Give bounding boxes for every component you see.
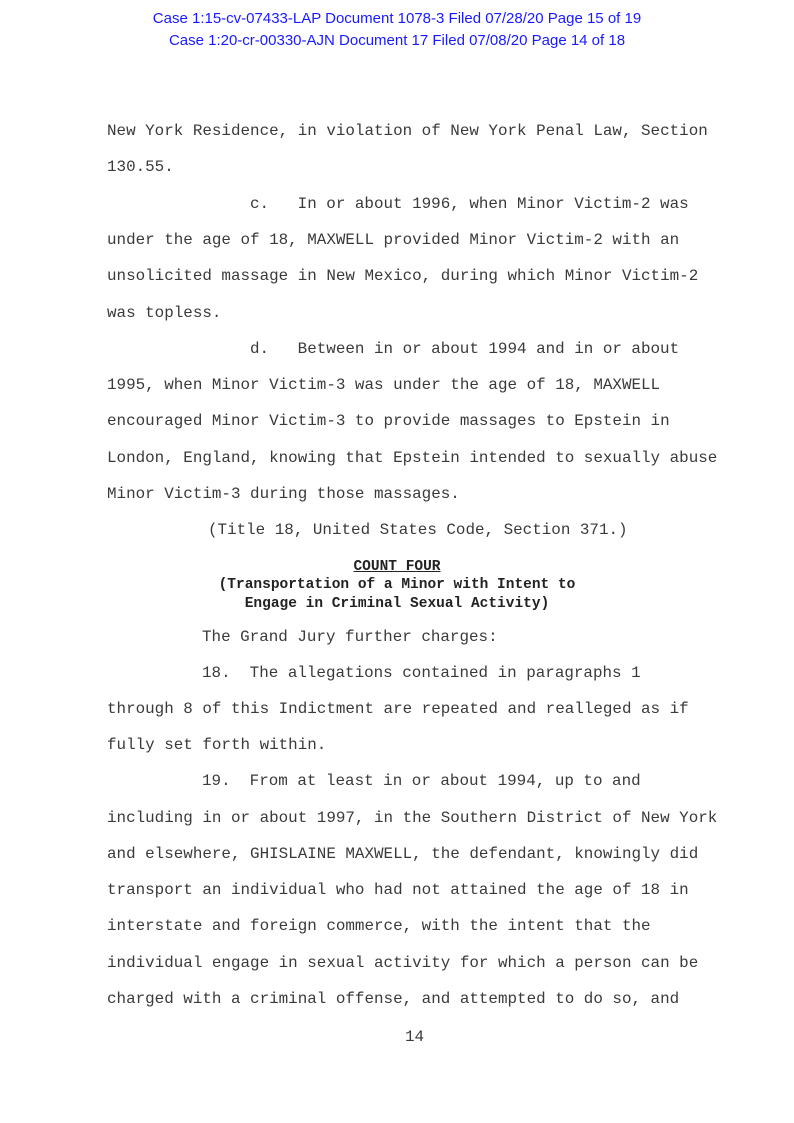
- body-line: through 8 of this Indictment are repeated and realleged as if: [107, 700, 689, 718]
- paragraph-d-start: d. Between in or about 1994 and in or about: [250, 340, 680, 358]
- paragraph-c-start: c. In or about 1996, when Minor Victim-2 was: [250, 195, 689, 213]
- paragraph-19-start: 19. From at least in or about 1994, up to and: [202, 772, 641, 790]
- body-line: charged with a criminal offense, and attempted to do so, and: [107, 990, 680, 1008]
- body-line: individual engage in sexual activity for which a person can be: [107, 954, 699, 972]
- body-line: under the age of 18, MAXWELL provided Minor Victim-2 with an: [107, 231, 680, 249]
- body-line: transport an individual who had not attained the age of 18 in: [107, 881, 689, 899]
- body-line: 130.55.: [107, 158, 174, 176]
- body-line: unsolicited massage in New Mexico, during which Minor Victim-2: [107, 267, 699, 285]
- body-line: New York Residence, in violation of New York Penal Law, Section: [107, 122, 708, 140]
- count-subtitle-2: Engage in Criminal Sexual Activity): [244, 596, 550, 612]
- case-stamp-2: Case 1:20-cr-00330-AJN Document 17 Filed 07/08/20 Page 14 of 18: [168, 32, 626, 49]
- body-line: was topless.: [107, 304, 222, 322]
- body-line: fully set forth within.: [107, 736, 327, 754]
- paragraph-18-start: 18. The allegations contained in paragraphs 1: [202, 664, 641, 682]
- statute-citation: (Title 18, United States Code, Section 371.): [208, 521, 628, 539]
- body-line: The Grand Jury further charges:: [202, 628, 498, 646]
- body-line: and elsewhere, GHISLAINE MAXWELL, the defendant, knowingly did: [107, 845, 699, 863]
- body-line: Minor Victim-3 during those massages.: [107, 485, 460, 503]
- body-line: London, England, knowing that Epstein intended to sexually abuse: [107, 449, 718, 467]
- body-line: 1995, when Minor Victim-3 was under the age of 18, MAXWELL: [107, 376, 661, 394]
- count-title: COUNT FOUR: [353, 559, 441, 575]
- body-line: including in or about 1997, in the Southern District of New York: [107, 809, 718, 827]
- count-subtitle-1: (Transportation of a Minor with Intent to: [218, 577, 576, 593]
- body-line: interstate and foreign commerce, with the intent that the: [107, 917, 651, 935]
- page-number: 14: [405, 1028, 425, 1046]
- body-line: encouraged Minor Victim-3 to provide massages to Epstein in: [107, 412, 670, 430]
- case-stamp-1: Case 1:15-cv-07433-LAP Document 1078-3 Filed 07/28/20 Page 15 of 19: [152, 10, 642, 27]
